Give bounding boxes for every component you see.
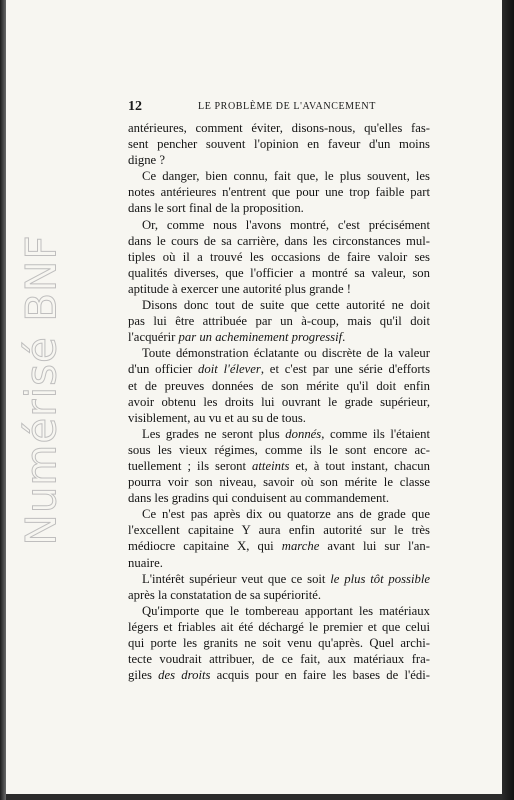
italic-phrase: marche	[281, 539, 320, 554]
text-line: visiblement, au vu et au su de tous.	[128, 410, 306, 425]
body-text	[128, 120, 430, 683]
text-line: pas lui être attribuée par un à-coup, mais qu'il doit	[128, 314, 430, 329]
watermark-text: Numérisé BNF	[16, 234, 66, 546]
text-line: l'acquérir par un acheminement progressif.	[128, 330, 346, 345]
text-line: antérieures, comment éviter, disons-nous, qu'elles fas-	[128, 121, 430, 135]
text-line: dans les gradins qui conduisent au commandement.	[128, 491, 390, 506]
page-number: 12	[128, 99, 142, 114]
text-line: légers et friables ait été déchargé le premier et que celui	[128, 619, 430, 634]
scan-right-edge	[502, 0, 514, 800]
text-line: giles des droits acquis pour en faire les bases de l'édi-	[128, 668, 431, 683]
running-title: LE PROBLÈME DE L'AVANCEMENT	[198, 101, 376, 112]
text-line: Qu'importe que le tombereau apportant les matériaux	[142, 603, 430, 618]
text-line: Toute démonstration éclatante ou discrète de la valeur	[142, 346, 430, 361]
text-line: Ce n'est pas après dix ou quatorze ans de grade que	[142, 507, 430, 522]
text-line: dans le cours de sa carrière, dans les circonstances mul-	[128, 233, 430, 248]
text-line: qui porte les granits ne soit venu qu'après. Quel archi-	[128, 636, 430, 650]
text-line: aptitude à exercer une autorité plus grande !	[128, 281, 351, 296]
text-line: Disons donc tout de suite que cette autorité ne doit	[142, 298, 430, 313]
text-line: Ce danger, bien connu, fait que, le plus souvent, les	[142, 169, 430, 184]
scan-bottom-edge	[6, 794, 502, 800]
italic-phrase: atteints	[252, 458, 290, 473]
text-line: avoir obtenu les droits lui ouvrant le grade supérieur,	[128, 394, 430, 409]
text-line: sent pencher souvent l'opinion en faveur d'un moins	[128, 137, 430, 152]
text-line: tecte voudrait attribuer, de ce fait, aux matériaux fra-	[128, 652, 430, 667]
text-line: dans le sort final de la proposition.	[128, 201, 304, 216]
italic-phrase: doit l'élever	[198, 362, 261, 377]
text-line: Or, comme nous l'avons montré, c'est précisément	[142, 217, 430, 232]
text-line: nuaire.	[128, 555, 163, 570]
text-line: notes antérieures n'entrent que pour une trop faible part	[128, 185, 430, 200]
italic-phrase: le plus tôt possible	[330, 571, 431, 586]
text-line: sous les vieux régimes, comme ils le sont encore ac-	[128, 442, 430, 457]
text-line: médiocre capitaine X, qui marche avant lui sur l'an-	[128, 539, 430, 554]
text-line: tuellement ; ils seront atteints et, à tout instant, chacun	[128, 458, 430, 473]
text-line: après la constatation de sa supériorité.	[128, 587, 322, 602]
text-line: digne ?	[128, 153, 165, 168]
text-line: Les grades ne seront plus donnés, comme ils l'étaient	[142, 426, 430, 441]
text-line: tiples où il a trouvé les occasions de faire valoir ses	[128, 249, 430, 264]
italic-phrase: donnés	[285, 426, 322, 441]
italic-phrase: des droits	[158, 668, 211, 683]
text-line: qualités diverses, que l'officier a montré sa valeur, son	[128, 265, 430, 280]
text-line: d'un officier doit l'élever, et c'est par une série d'efforts	[128, 362, 431, 377]
italic-phrase: par un acheminement progressif	[178, 330, 343, 345]
text-line: l'excellent capitaine Y aura enfin autorité sur le très	[128, 523, 430, 538]
text-line: pourra voir son niveau, savoir où son mérite le classe	[128, 475, 430, 490]
text-line: et de preuves données de son mérite qu'il doit enfin	[128, 378, 430, 393]
text-line: L'intérêt supérieur veut que ce soit le plus tôt possible	[142, 571, 431, 586]
